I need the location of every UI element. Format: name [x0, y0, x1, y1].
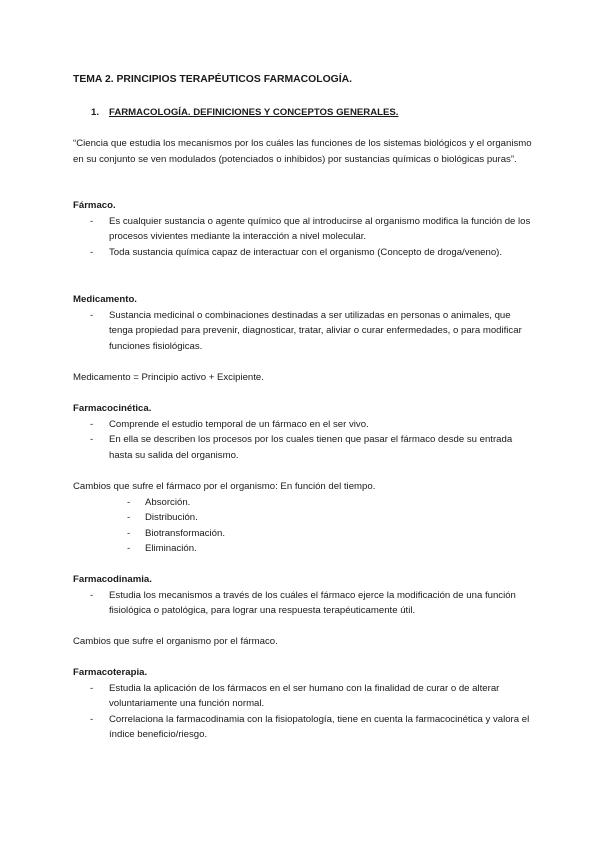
list-item: - Es cualquier sustancia o agente químico que al introducirse al organismo modifica la función de los procesos vivientes mediante la interacción a nivel molecular.	[73, 214, 533, 245]
farmaco-list	[73, 214, 533, 261]
list-item: - Comprende el estudio temporal de un fármaco en el ser vivo.	[73, 417, 533, 433]
medicamento-list	[73, 308, 533, 355]
medicamento-formula	[73, 370, 533, 386]
farmacoterapia-list	[73, 681, 533, 743]
section-number: 1.	[91, 107, 100, 118]
definition-quote	[73, 136, 533, 167]
list-item: - Estudia los mecanismos a través de los cuáles el fármaco ejerce la modificación de una función fisiológica o patológica, para lograr una respuesta terapéuticamente útil.	[73, 588, 533, 619]
medicamento-heading: Medicamento.	[73, 294, 137, 305]
changes-list	[73, 495, 533, 557]
medicamento-section	[73, 292, 533, 354]
list-item: - Toda sustancia química capaz de interactuar con el organismo (Concepto de droga/veneno).	[73, 245, 533, 261]
changes-intro: Cambios que sufre el organismo por el fármaco.	[73, 636, 278, 647]
farmacocinetica-changes	[73, 479, 533, 557]
farmacocinetica-section	[73, 401, 533, 463]
document-title: TEMA 2. PRINCIPIOS TERAPÉUTICOS FARMACOLOGÍA.	[73, 74, 353, 85]
quote-text: “Ciencia que estudia los mecanismos por los cuáles las funciones de los sistemas biológicos y el organismo en su conjunto se ven modulados (potenciados o inhibidos) por sustancias químicas o biológicas puras”.	[73, 138, 532, 165]
farmacodinamia-heading: Farmacodinamia.	[73, 574, 152, 585]
section-heading	[91, 105, 398, 121]
farmacodinamia-section	[73, 572, 533, 619]
farmaco-heading: Fármaco.	[73, 200, 116, 211]
list-item: - Biotransformación.	[73, 526, 533, 542]
farmaco-section	[73, 198, 533, 260]
list-item: - En ella se describen los procesos por los cuales tienen que pasar el fármaco desde su entrada hasta su salida del organismo.	[73, 432, 533, 463]
farmacodinamia-list	[73, 588, 533, 619]
changes-intro: Cambios que sufre el fármaco por el organismo: En función del tiempo.	[73, 481, 376, 492]
farmacoterapia-heading: Farmacoterapia.	[73, 667, 148, 678]
farmacodinamia-changes	[73, 634, 533, 650]
farmacocinetica-heading: Farmacocinética.	[73, 403, 152, 414]
list-item: - Sustancia medicinal o combinaciones destinadas a ser utilizadas en personas o animales, que tenga propiedad para prevenir, diagnosticar, tratar, aliviar o curar enfermedades, o para modificar funciones fisiológicas.	[73, 308, 533, 355]
list-item: - Estudia la aplicación de los fármacos en el ser humano con la finalidad de curar o de alterar voluntariamente una función normal.	[73, 681, 533, 712]
list-item: - Correlaciona la farmacodinamia con la fisiopatología, tiene en cuenta la farmacocinética y valora el índice beneficio/riesgo.	[73, 712, 533, 743]
farmacoterapia-section	[73, 665, 533, 743]
farmacocinetica-list	[73, 417, 533, 464]
list-item: - Absorción.	[73, 495, 533, 511]
formula-text: Medicamento = Principio activo + Excipiente.	[73, 372, 264, 383]
list-item: - Distribución.	[73, 510, 533, 526]
section-label: FARMACOLOGÍA. DEFINICIONES Y CONCEPTOS GENERALES.	[109, 107, 399, 118]
list-item: - Eliminación.	[73, 541, 533, 557]
